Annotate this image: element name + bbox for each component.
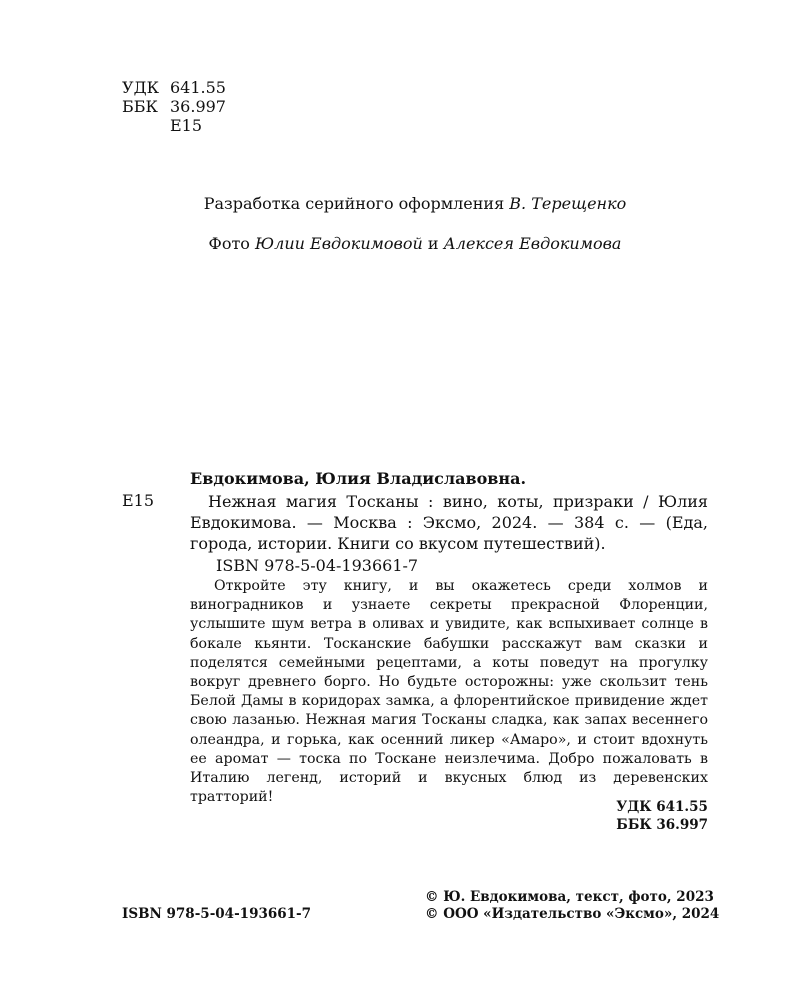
design-credit-prefix: Разработка серийного оформления	[203, 194, 505, 213]
author-sign-row	[122, 116, 226, 135]
bbk-row	[122, 97, 226, 116]
bib-isbn: ISBN 978-5-04-193661-7	[216, 556, 419, 575]
author-heading: Евдокимова, Юлия Владиславовна.	[190, 469, 527, 488]
annotation: Откройте эту книгу, и вы окажетесь среди холмов и виноградников и узнаете секреты прекрасной Флоренции, услышите шум ветра в оливах и увидите, как вспыхивает солнце в бокале кьянти. Тосканские бабушки расскажут вам сказки и поделятся семейными рецептами, а коты поведут на прогулку вокруг древнего борго. Но будьте осторожны: уже скользит тень Белой Дамы в коридорах замка, а флорентийское привидение ждет свою лазанью. Нежная магия Тосканы сладка, как запах весеннего олеандра, и горька, как осенний ликер «Амаро», и стоит вдохнуть ее аромат — тоска по Тоскане неизлечима. Добро пожаловать в Италию легенд, историй и вкусных блюд из деревенских тратторий!	[190, 578, 708, 806]
udk-row	[122, 78, 226, 97]
udk-label: УДК	[122, 78, 159, 97]
copyright-block	[425, 889, 719, 923]
author-sign: Е15	[170, 116, 203, 135]
bib-author-sign: Е15	[122, 491, 155, 510]
design-credit	[0, 194, 800, 213]
photo-credit-name2: Алексея Евдокимова	[443, 234, 622, 253]
design-credit-name: В. Терещенко	[509, 194, 627, 213]
photo-credit-conj: и	[427, 234, 439, 253]
copyright-author: © Ю. Евдокимова, текст, фото, 2023	[425, 889, 714, 905]
copyright-publisher: © ООО «Издательство «Эксмо», 2024	[425, 906, 720, 922]
udk-value: 641.55	[170, 78, 226, 97]
udk-right: УДК 641.55	[616, 799, 708, 815]
photo-credit-name1: Юлии Евдокимовой	[255, 234, 423, 253]
bbk-value: 36.997	[170, 97, 226, 116]
photo-credit	[0, 234, 800, 253]
bbk-right: ББК 36.997	[616, 817, 708, 833]
bibliographic-entry: Нежная магия Тосканы : вино, коты, призраки / Юлия Евдокимова. — Москва : Эксмо, 2024. — 384 с. — (Еда, города, истории. Книги со вкусом путешествий).	[190, 492, 708, 553]
footer-isbn: ISBN 978-5-04-193661-7	[122, 906, 312, 922]
bbk-label: ББК	[122, 97, 158, 116]
photo-credit-prefix: Фото	[208, 234, 250, 253]
classification-block	[122, 78, 226, 135]
classification-right	[616, 798, 708, 834]
